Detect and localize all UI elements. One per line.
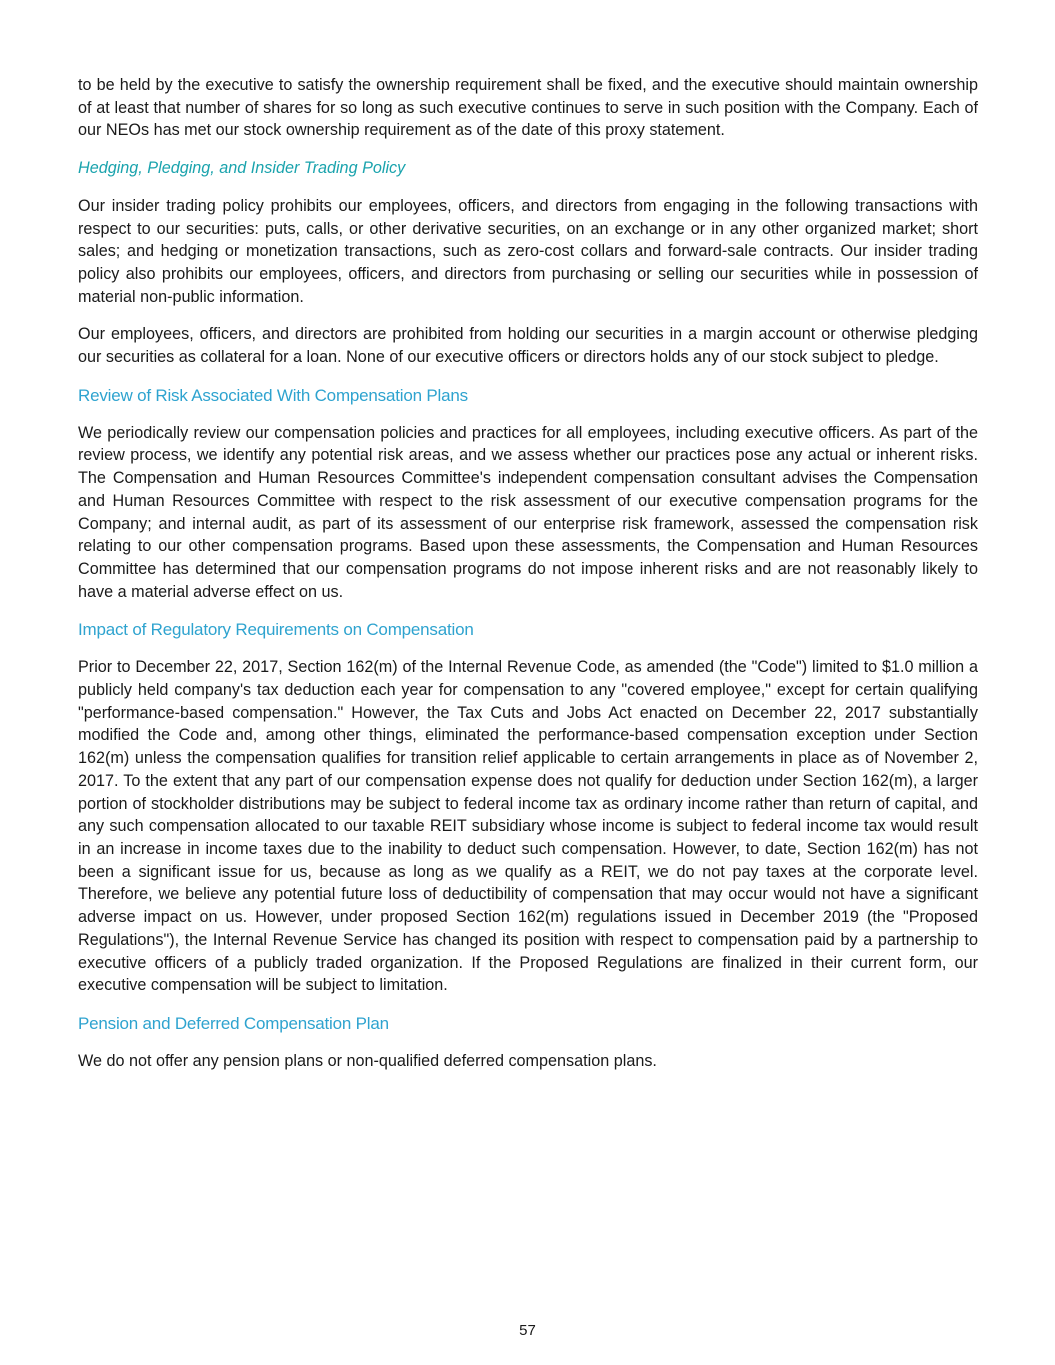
hedging-heading: Hedging, Pledging, and Insider Trading Policy bbox=[78, 159, 406, 178]
pension-heading: Pension and Deferred Compensation Plan bbox=[78, 1013, 389, 1033]
regulatory-paragraph: Prior to December 22, 2017, Section 162(m) of the Internal Revenue Code, as amended (the "Code") limited to $1.0 million a publicly held company's tax deduction each year for compensation to any "covered employee," except for certain qualifying "performance-based compensation." However, the Tax Cuts and Jobs Act enacted on December 22, 2017 substantially modified the Code and, among other things, eliminated the performance-based compensation exception under Section 162(m) unless the compensation qualifies for transition relief applicable to certain arrangements in place as of November 2, 2017. To the extent that any part of our compensation expense does not qualify for deduction under Section 162(m), a larger portion of stockholder distributions may be subject to federal income tax as ordinary income rather than return of capital, and any such compensation allocated to our taxable REIT subsidiary whose income is subject to federal income tax would result in an increase in income taxes due to the inability to deduct such compensation. However, to date, Section 162(m) has not been a significant issue for us, because as long as we qualify as a REIT, we do not pay taxes at the corporate level. Therefore, we believe any potential future loss of deductibility of compensation that may occur would not have a significant adverse impact on us. However, under proposed Section 162(m) regulations issued in December 2019 (the "Proposed Regulations"), the Internal Revenue Service has changed its position with respect to compensation paid by a partnership to executive officers of a publicly traded organization. If the Proposed Regulations are finalized in their current form, our executive compensation will be subject to limitation. bbox=[78, 658, 978, 995]
pension-paragraph: We do not offer any pension plans or non-qualified deferred compensation plans. bbox=[78, 1051, 657, 1070]
hedging-paragraph-2: Our employees, officers, and directors are prohibited from holding our securities in a margin account or otherwise pledging our securities as collateral for a loan. None of our executive officers or directors holds any of our stock subject to pledge. bbox=[78, 325, 978, 367]
document-page bbox=[78, 74, 978, 1088]
hedging-paragraph-1: Our insider trading policy prohibits our employees, officers, and directors from engaging in the following transactions with respect to our securities: puts, calls, or other derivative securities, on an exchange or in any other organized market; short sales; and hedging or monetization transactions, such as zero-cost collars and forward-sale contracts. Our insider trading policy also prohibits our employees, officers, and directors from purchasing or selling our securities while in possession of material non-public information. bbox=[78, 196, 978, 306]
ownership-paragraph: to be held by the executive to satisfy the ownership requirement shall be fixed, and the executive should maintain ownership of at least that number of shares for so long as such executive continues to serve in such position with the Company. Each of our NEOs has met our stock ownership requirement as of the date of this proxy statement. bbox=[78, 76, 978, 140]
page-number: 57 bbox=[519, 1322, 536, 1339]
risk-review-heading: Review of Risk Associated With Compensation Plans bbox=[78, 385, 468, 405]
regulatory-heading: Impact of Regulatory Requirements on Compensation bbox=[78, 620, 474, 640]
risk-review-paragraph: We periodically review our compensation policies and practices for all employees, including executive officers. As part of the review process, we identify any potential risk areas, and we assess whether our practices pose any actual or inherent risks. The Compensation and Human Resources Committee's independent compensation consultant advises the Compensation and Human Resources Committee with respect to the risk assessment of our executive compensation programs for the Company; and internal audit, as part of its assessment of our enterprise risk framework, assessed the compensation risk relating to our other compensation programs. Based upon these assessments, the Compensation and Human Resources Committee has determined that our compensation programs do not impose inherent risks and are not reasonably likely to have a material adverse effect on us. bbox=[78, 423, 978, 601]
